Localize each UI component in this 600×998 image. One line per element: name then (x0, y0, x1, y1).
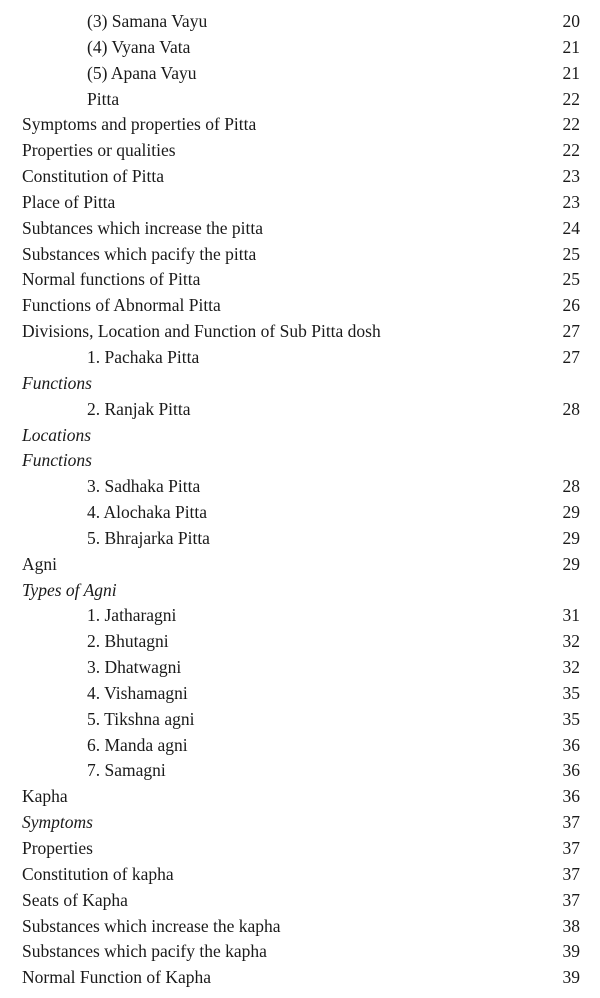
toc-entry (0, 216, 600, 242)
toc-entry-title: (3) Samana Vayu (87, 11, 208, 31)
toc-entry-page-number: 25 (562, 269, 580, 290)
toc-entry (0, 810, 600, 836)
toc-entry-title: Normal Function of Kapha (22, 967, 212, 988)
toc-entry (0, 164, 600, 190)
toc-entry-page-number: 22 (562, 114, 580, 135)
toc-entry-title: Functions (22, 450, 92, 471)
toc-entry (0, 319, 600, 345)
toc-entry-title: Seats of Kapha (22, 889, 128, 910)
toc-entry-page-number: 23 (562, 166, 580, 187)
toc-entry-page-number: 32 (562, 657, 580, 678)
toc-entry-title: 2. Bhutagni (87, 631, 169, 652)
toc-entry-title: (5) Apana Vayu (87, 62, 197, 83)
toc-entry-page-number: 28 (562, 476, 580, 497)
toc-entry-title: 5. Bhrajarka Pitta (87, 527, 210, 548)
toc-entry-title: Locations (22, 424, 92, 445)
toc-entry-title: 3. Dhatwagni (87, 657, 182, 678)
toc-entry-title: Normal functions of Pitta (22, 269, 201, 290)
toc-entry (0, 242, 600, 268)
toc-entry (0, 87, 600, 113)
toc-entry (0, 552, 600, 578)
toc-entry (0, 965, 600, 991)
toc-entry-page-number: 39 (562, 967, 580, 988)
toc-entry-page-number: 39 (562, 941, 580, 962)
toc-entry-title: (4) Vyana Vata (87, 36, 191, 57)
toc-entry-title: 7. Samagni (87, 760, 166, 781)
toc-entry (0, 35, 600, 61)
toc-entry (0, 888, 600, 914)
toc-entry-page-number: 29 (562, 527, 580, 548)
toc-entry-title: Kapha (22, 786, 68, 807)
toc-entry (0, 371, 600, 397)
toc-entry-page-number: 35 (562, 682, 580, 703)
toc-entry (0, 655, 600, 681)
toc-entry-page-number: 22 (562, 140, 580, 161)
toc-entry (0, 112, 600, 138)
toc-entry-title: Functions of Abnormal Pitta (22, 295, 221, 316)
toc-entry-title: 4. Vishamagni (87, 682, 188, 703)
toc-entry (0, 862, 600, 888)
toc-entry-page-number: 32 (562, 631, 580, 652)
toc-entry (0, 61, 600, 87)
toc-entry (0, 939, 600, 965)
toc-entry-page-number: 24 (562, 217, 580, 238)
toc-entry-title: Pitta (87, 88, 120, 109)
toc-entry-title: 6. Manda agni (87, 734, 188, 755)
toc-entry (0, 474, 600, 500)
toc-entry (0, 603, 600, 629)
toc-entry (0, 293, 600, 319)
toc-entry-title: Properties (22, 838, 93, 858)
toc-entry (0, 629, 600, 655)
toc-entry (0, 9, 600, 35)
toc-entry-page-number: 35 (562, 708, 580, 729)
toc-entry (0, 397, 600, 423)
toc-entry-title: Constitution of kapha (22, 863, 174, 884)
toc-entry-title: 1. Jatharagni (87, 605, 177, 626)
toc-entry-page-number: 20 (562, 11, 580, 31)
toc-entry-title: Symptoms (22, 812, 93, 833)
table-of-contents (0, 9, 600, 991)
toc-entry (0, 578, 600, 604)
toc-entry (0, 733, 600, 759)
toc-entry-page-number: 37 (562, 863, 580, 884)
toc-entry (0, 784, 600, 810)
toc-entry-title: 1. Pachaka Pitta (87, 346, 200, 367)
toc-entry-page-number: 38 (562, 915, 580, 936)
toc-entry (0, 526, 600, 552)
toc-entry-page-number: 23 (562, 191, 580, 212)
toc-entry-page-number: 21 (562, 62, 580, 83)
toc-entry (0, 138, 600, 164)
toc-entry-title: Agni (22, 553, 57, 574)
toc-entry (0, 681, 600, 707)
toc-entry-page-number: 36 (562, 786, 580, 807)
toc-entry-title: Subtances which increase the pitta (22, 217, 264, 238)
toc-entry-page-number: 27 (562, 346, 580, 367)
toc-entry-page-number: 22 (562, 88, 580, 109)
toc-entry-title: Properties or qualities (22, 140, 176, 161)
toc-entry (0, 345, 600, 371)
toc-entry-page-number: 26 (562, 295, 580, 316)
toc-entry-title: Types of Agni (22, 579, 117, 600)
toc-entry (0, 190, 600, 216)
toc-entry-page-number: 37 (562, 812, 580, 833)
toc-entry (0, 914, 600, 940)
toc-entry-title: Substances which increase the kapha (22, 915, 281, 936)
toc-entry-page-number: 21 (562, 36, 580, 57)
toc-entry-title: 2. Ranjak Pitta (87, 398, 191, 419)
toc-entry-page-number: 36 (562, 760, 580, 781)
toc-entry-title: Substances which pacify the pitta (22, 243, 257, 264)
toc-entry-page-number: 37 (562, 889, 580, 910)
toc-entry-title: Constitution of Pitta (22, 166, 164, 187)
toc-entry-title: Place of Pitta (22, 191, 116, 212)
toc-entry-title: Substances which pacify the kapha (22, 941, 267, 962)
toc-entry-title: Functions (22, 372, 92, 393)
toc-entry (0, 758, 600, 784)
toc-entry-page-number: 29 (562, 502, 580, 523)
toc-entry-page-number: 25 (562, 243, 580, 264)
toc-entry-title: Symptoms and properties of Pitta (22, 114, 257, 135)
toc-entry-page-number: 37 (562, 838, 580, 858)
toc-entry-page-number: 36 (562, 734, 580, 755)
toc-entry (0, 267, 600, 293)
toc-entry-title: 3. Sadhaka Pitta (87, 476, 201, 497)
toc-entry-page-number: 27 (562, 321, 580, 342)
toc-entry-page-number: 29 (562, 553, 580, 574)
toc-entry (0, 448, 600, 474)
toc-entry-page-number: 31 (562, 605, 580, 626)
toc-entry-title: Divisions, Location and Function of Sub Pitta dosh (22, 321, 381, 342)
toc-entry (0, 707, 600, 733)
toc-entry-title: 5. Tikshna agni (87, 708, 195, 729)
toc-entry-title: 4. Alochaka Pitta (87, 502, 208, 523)
toc-entry-page-number: 28 (562, 398, 580, 419)
toc-entry (0, 500, 600, 526)
toc-entry (0, 423, 600, 449)
toc-entry (0, 836, 600, 862)
